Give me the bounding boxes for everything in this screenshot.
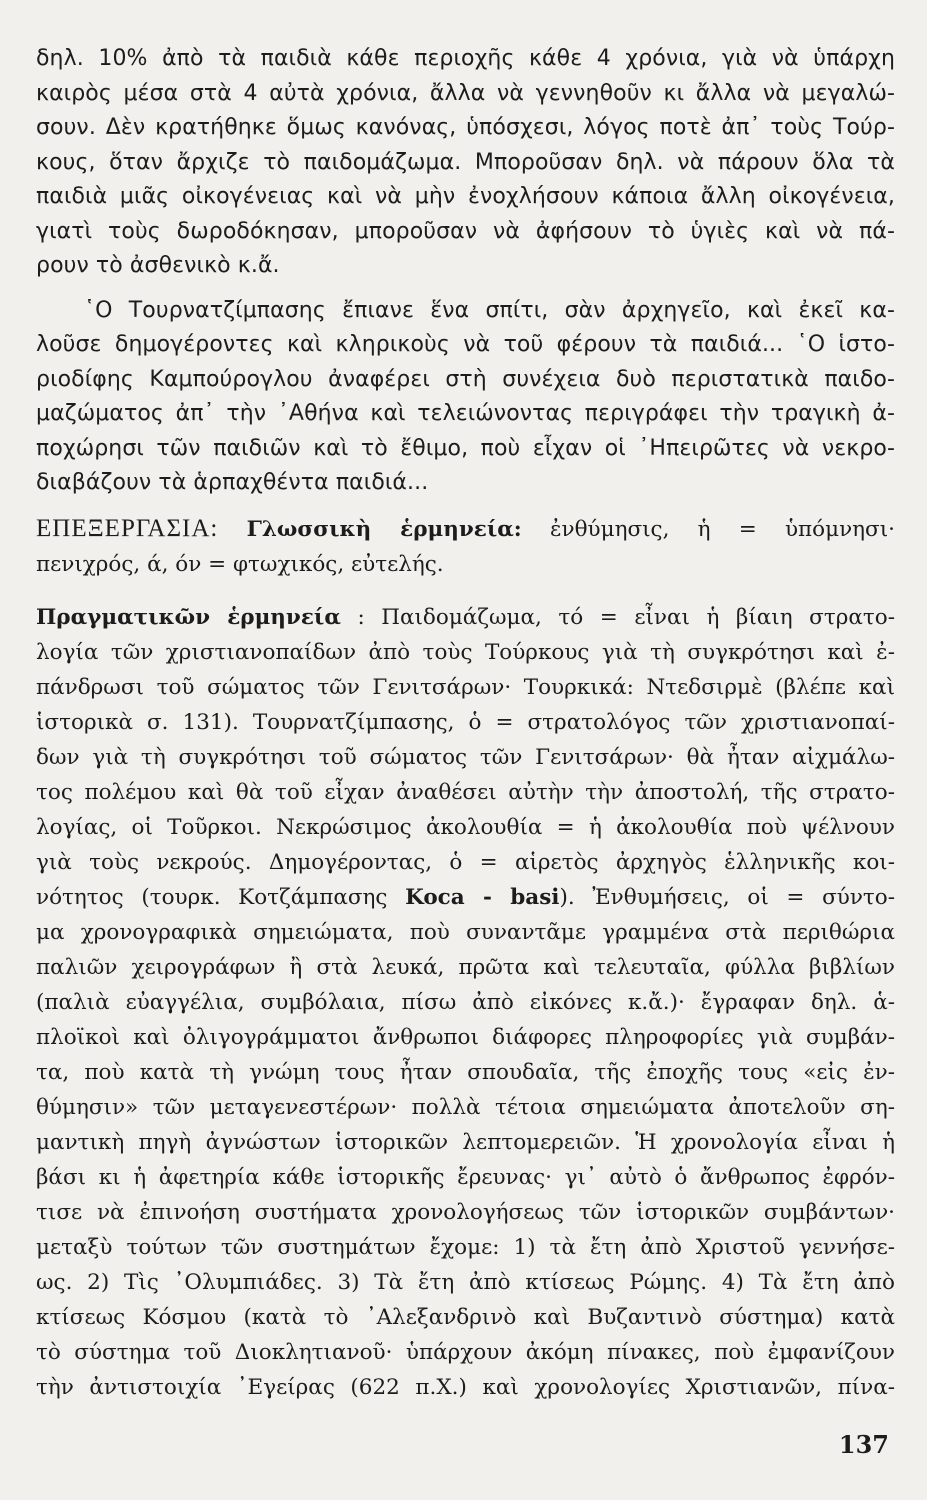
text-line: γιὰ τοὺς νεκρούς. Δημογέροντας, ὁ = αἱρετὸς ἀρχηγὸς ἑλληνικῆς κοι- (36, 849, 895, 875)
page-number: 137 (838, 1430, 889, 1459)
text-line: παιδιὰ μιᾶς οἰκογένειας καὶ νὰ μὴν ἐνοχλήσουν κάποια ἄλλη οἰκογένεια, (36, 184, 895, 209)
paragraph-2 (36, 294, 895, 501)
text-line: βάσι κι ἡ ἀφετηρία κάθε ἱστορικῆς ἔρευνας· γι᾽ αὐτὸ ὁ ἄνθρωπος ἐφρόν- (36, 1164, 895, 1190)
commentary-label: Πραγματικῶν ἑρμηνεία (36, 604, 341, 630)
glossary-label: Γλωσσικὴ ἑρμηνεία: (246, 516, 522, 542)
text-line: ποχώρησι τῶν παιδιῶν καὶ τὸ ἔθιμο, ποὺ εἶχαν οἱ ᾽Ηπειρῶτες νὰ νεκρο- (36, 435, 895, 461)
text-line: λογία τῶν χριστιανοπαίδων ἀπὸ τοὺς Τούρκους γιὰ τὴ συγκρότησι καὶ ἐ- (36, 639, 895, 665)
text-line: κους, ὅταν ἄρχιζε τὸ παιδομάζωμα. Μποροῦσαν δηλ. νὰ πάρουν ὅλα τὰ (36, 149, 895, 175)
commentary-section (36, 600, 895, 1405)
text-line: τὸ σύστημα τοῦ Διοκλητιανοῦ· ὑπάρχουν ἀκόμη πίνακες, ποὺ ἐμφανίζουν (36, 1339, 895, 1365)
text-line: παλιῶν χειρογράφων ἢ στὰ λευκά, πρῶτα καὶ τελευταῖα, φύλλα βιβλίων (36, 954, 895, 980)
text-line: ως. 2) Τὶς ᾽Ολυμπιάδες. 3) Τὰ ἔτη ἀπὸ κτίσεως Ρώμης. 4) Τὰ ἔτη ἀπὸ (36, 1269, 895, 1295)
text-line (36, 511, 895, 547)
text-line: ριοδίφης Καμπούρογλου ἀναφέρει στὴ συνέχεια δυὸ περιστατικὰ παιδο- (36, 366, 895, 392)
text-line: θύμησιν» τῶν μεταγενεστέρων· πολλὰ τέτοια σημειώματα ἀποτελοῦν ση- (36, 1094, 895, 1120)
text-line: τὴν ἀντιστοιχία ᾽Εγείρας (622 π.Χ.) καὶ χρονολογίες Χριστιανῶν, πίνα- (36, 1374, 895, 1400)
text-line: γιατὶ τοὺς δωροδόκησαν, μποροῦσαν νὰ ἀφήσουν τὸ ὑγιὲς καὶ νὰ πά- (36, 218, 895, 244)
text-line: ἱστορικὰ σ. 131). Τουρνατζίμπασης, ὁ = στρατολόγος τῶν χριστιανοπαί- (36, 709, 895, 735)
text-line: μαντικὴ πηγὴ ἀγνώστων ἱστορικῶν λεπτομερειῶν. Ἡ χρονολογία εἶναι ἡ (36, 1129, 895, 1155)
text-line: τος πολέμου καὶ θὰ τοῦ εἶχαν ἀναθέσει αὐτὴν τὴν ἀποστολή, τῆς στρατο- (36, 779, 895, 805)
text-line: πάνδρωσι τοῦ σώματος τῶν Γενιτσάρων· Τουρκικά: Ντεδσιρμὲ (βλέπε καὶ (36, 674, 895, 700)
text-line: καιρὸς μέσα στὰ 4 αὐτὰ χρόνια, ἄλλα νὰ γεννηθοῦν κι ἄλλα νὰ μεγαλώ- (36, 80, 895, 106)
text-line: τα, ποὺ κατὰ τὴ γνώμη τους ἦταν σπουδαῖα, τῆς ἐποχῆς τους «εἰς ἐν- (36, 1059, 895, 1085)
text-line: μαζώματος ἀπ᾽ τὴν ᾽Αθήνα καὶ τελειώνοντας περιγράφει τὴν τραγικὴ ἀ- (36, 401, 895, 426)
text-line: μεταξὺ τούτων τῶν συστημάτων ἔχομε: 1) τὰ ἔτη ἀπὸ Χριστοῦ γεννήσε- (36, 1234, 895, 1260)
text-line (36, 600, 895, 635)
koca-after: ). Ἐνθυμήσεις, οἱ = σύντο- (559, 884, 895, 910)
text-line: διαβάζουν τὰ ἁρπαχθέντα παιδιά... (36, 470, 429, 495)
text-line: μα χρονογραφικὰ σημειώματα, ποὺ συναντᾶμε γραμμένα στὰ περιθώρια (36, 919, 895, 945)
glossary-section (36, 511, 895, 582)
koca-before: νότητος (τουρκ. Κοτζάμπασης (36, 884, 406, 910)
text-line: πενιχρός, ά, όν = φτωχικός, εὐτελής. (36, 551, 444, 577)
section-title: ΕΠΕΞΕΡΓΑΣΙΑ: (36, 514, 219, 542)
text-line: δηλ. 10% ἀπὸ τὰ παιδιὰ κάθε περιοχῆς κάθε 4 χρόνια, γιὰ νὰ ὑπάρχη (36, 46, 895, 71)
text-line: τισε νὰ ἐπινοήση συστήματα χρονολογήσεως τῶν ἱστορικῶν συμβάντων· (36, 1199, 895, 1225)
text-line: σουν. Δὲν κρατήθηκε ὅμως κανόνας, ὑπόσχεσι, λόγος ποτὲ ἀπ᾽ τοὺς Τούρ- (36, 115, 895, 140)
text-line: κτίσεως Κόσμου (κατὰ τὸ ᾽Αλεξανδρινὸ καὶ Βυζαντινὸ σύστημα) κατὰ (36, 1304, 895, 1330)
glossary-entry: ἐνθύμησις, ἡ = ὑπόμνησι· (549, 516, 895, 542)
text-line: πλοϊκοὶ καὶ ὀλιγογράμματοι ἄνθρωποι διάφορες πληροφορίες γιὰ συμβάν- (36, 1024, 895, 1050)
text-line: ῾Ο Τουρνατζίμπασης ἔπιανε ἕνα σπίτι, σὰν ἀρχηγεῖο, καὶ ἐκεῖ κα- (84, 297, 895, 323)
text-line: λογίας, οἱ Τοῦρκοι. Νεκρώσιμος ἀκολουθία = ἡ ἀκολουθία ποὺ ψέλνουν (36, 814, 895, 840)
text-line (36, 880, 895, 915)
text-line: λοῦσε δημογέροντες καὶ κληρικοὺς νὰ τοῦ φέρουν τὰ παιδιά... ῾Ο ἱστο- (36, 332, 895, 357)
koca-basi-term: Koca - basi (405, 884, 560, 910)
text-line: δων γιὰ τὴ συγκρότησι τοῦ σώματος τῶν Γενιτσάρων· θὰ ἦταν αἰχμάλω- (36, 744, 895, 770)
commentary-entry: : Παιδομάζωμα, τό = εἶναι ἡ βίαιη στρατο- (357, 604, 895, 630)
paragraph-1 (36, 42, 895, 284)
text-line: ρουν τὸ ἀσθενικὸ κ.ἄ. (36, 253, 280, 278)
text-line: (παλιὰ εὐαγγέλια, συμβόλαια, πίσω ἀπὸ εἰκόνες κ.ἄ.)· ἔγραφαν δηλ. ἁ- (36, 989, 895, 1015)
